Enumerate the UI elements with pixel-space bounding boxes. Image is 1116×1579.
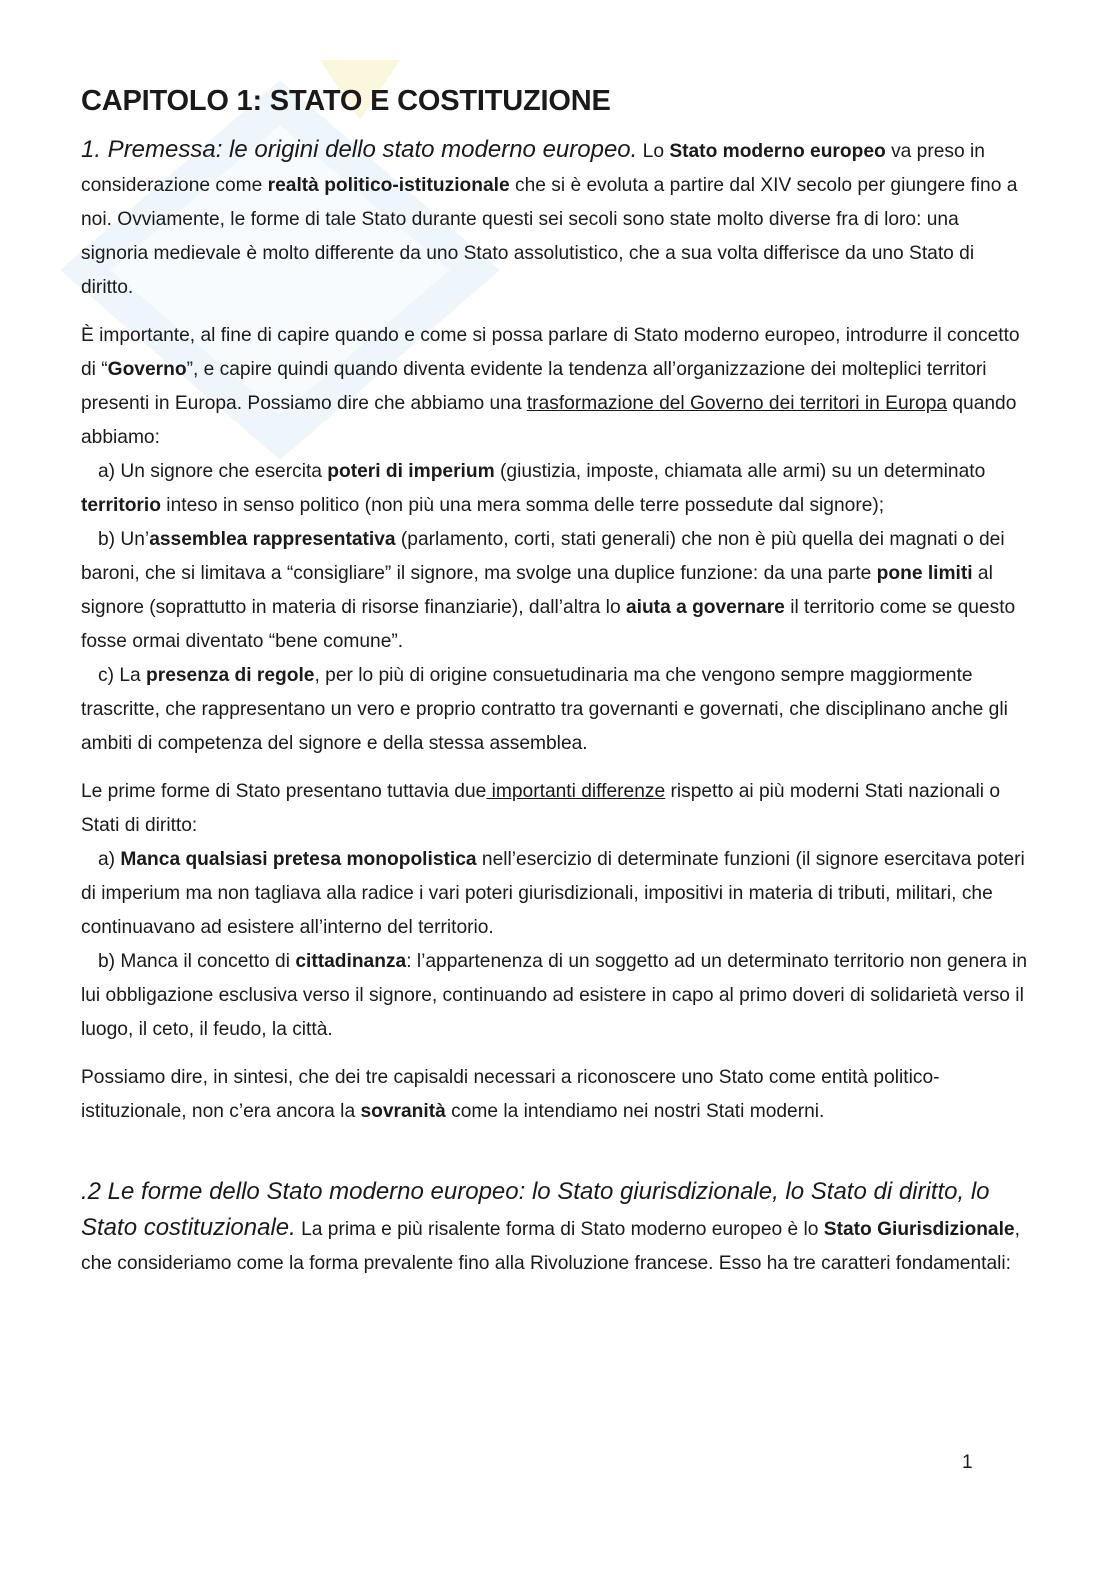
list-item-c: c) La presenza di regole, per lo più di origine consuetudinaria ma che vengono sempre maggiormente trascritte, che rappresentano un vero e proprio contratto tra governanti e governati, che disciplinano anche gli ambiti di competenza del signore e della stessa assemblea. <box>81 664 1008 754</box>
section-heading-2: .2 Le forme dello Stato moderno europeo: lo Stato giurisdizionale, lo Stato di diritto, lo Stato costituzionale. <box>81 1177 990 1241</box>
chapter-title: CAPITOLO 1: STATO E COSTITUZIONE <box>81 85 611 117</box>
paragraph-forme: .2 Le forme dello Stato moderno europeo: lo Stato giurisdizionale, lo Stato di diritto, lo Stato costituzionale. La prima e più risalente forma di Stato moderno europeo è lo Stato Giurisdizionale, che consideriamo come la forma prevalente fino alla Rivoluzione francese. Esso ha tre caratteri fondamentali: <box>81 1177 1020 1274</box>
paragraph-governo: È importante, al fine di capire quando e come si possa parlare di Stato moderno europeo, introdurre il concetto di “Governo”, e capire quindi quando diventa evidente la tendenza all’organizzazione dei molteplici territori presenti in Europa. Possiamo dire che abbiamo una trasformazione del Governo dei territori in Europa quando abbiamo: a) Un signore che esercita poteri di imperium (giustizia, imposte, chiamata alle armi) su un determinato territorio inteso in senso politico (non più una mera somma delle terre possedute dal signore); b) Un’assemblea rappresentativa (parlamento, corti, stati generali) che non è più quella dei magnati o dei baroni, che si limitava a “consigliare” il signore, ma svolge una duplice funzione: da una parte pone limiti al signore (soprattutto in materia di risorse finanziarie), dall’altra lo aiuta a governare il territorio come se questo fosse ormai diventato “bene comune”. c) La presenza di regole, per lo più di origine consuetudinaria ma che vengono sempre maggiormente trascritte, che rappresentano un vero e proprio contratto tra governanti e governati, che disciplinano anche gli ambiti di competenza del signore e della stessa assemblea. <box>81 319 1031 761</box>
list-item-a: a) Un signore che esercita poteri di imperium (giustizia, imposte, chiamata alle armi) su un determinato territorio inteso in senso politico (non più una mera somma delle terre possedute dal signore); <box>81 460 986 516</box>
list-item-b: b) Un’assemblea rappresentativa (parlamento, corti, stati generali) che non è più quella dei magnati o dei baroni, che si limitava a “consigliare” il signore, ma svolge una duplice funzione: da una parte pone limiti al signore (soprattutto in materia di risorse finanziarie), dall’altra lo aiuta a governare il territorio come se questo fosse ormai diventato “bene comune”. <box>81 528 1016 652</box>
document-page <box>81 84 1031 1295</box>
spacer <box>81 1143 1031 1175</box>
page-number: 1 <box>962 1452 973 1473</box>
list-item-a: a) Manca qualsiasi pretesa monopolistica nell’esercizio di determinate funzioni (il signore esercitava poteri di imperium ma non tagliava alla radice i vari poteri giurisdizionali, impositivi in materia di tributi, militari, che continuavano ad esistere all’interno del territorio. <box>81 848 1025 938</box>
section-heading-1: 1. Premessa: le origini dello stato moderno europeo. <box>81 135 638 163</box>
paragraph-sintesi: Possiamo dire, in sintesi, che dei tre capisaldi necessari a riconoscere uno Stato come entità politico-istituzionale, non c’era ancora la sovranità come la intendiamo nei nostri Stati moderni. <box>81 1066 940 1122</box>
list-item-b: b) Manca il concetto di cittadinanza: l’appartenenza di un soggetto ad un determinato territorio non genera in lui obbligazione esclusiva verso il signore, continuando ad esistere in capo al primo doveri di solidarietà verso il luogo, il ceto, il feudo, la città. <box>81 950 1028 1040</box>
paragraph-premessa: 1. Premessa: le origini dello stato moderno europeo. Lo Stato moderno europeo va preso in considerazione come realtà politico-istituzionale che si è evoluta a partire dal XIV secolo per giungere fino a noi. Ovviamente, le forme di tale Stato durante questi sei secoli sono state molto diverse fra di loro: una signoria medievale è molto differente da uno Stato assolutistico, che a sua volta differisce da uno Stato di diritto. <box>81 135 1018 298</box>
paragraph-differenze: Le prime forme di Stato presentano tuttavia due importanti differenze rispetto ai più moderni Stati nazionali o Stati di diritto: a) Manca qualsiasi pretesa monopolistica nell’esercizio di determinate funzioni (il signore esercitava poteri di imperium ma non tagliava alla radice i vari poteri giurisdizionali, impositivi in materia di tributi, militari, che continuavano ad esistere all’interno del territorio. b) Manca il concetto di cittadinanza: l’appartenenza di un soggetto ad un determinato territorio non genera in lui obbligazione esclusiva verso il signore, continuando ad esistere in capo al primo doveri di solidarietà verso il luogo, il ceto, il feudo, la città. <box>81 775 1031 1047</box>
